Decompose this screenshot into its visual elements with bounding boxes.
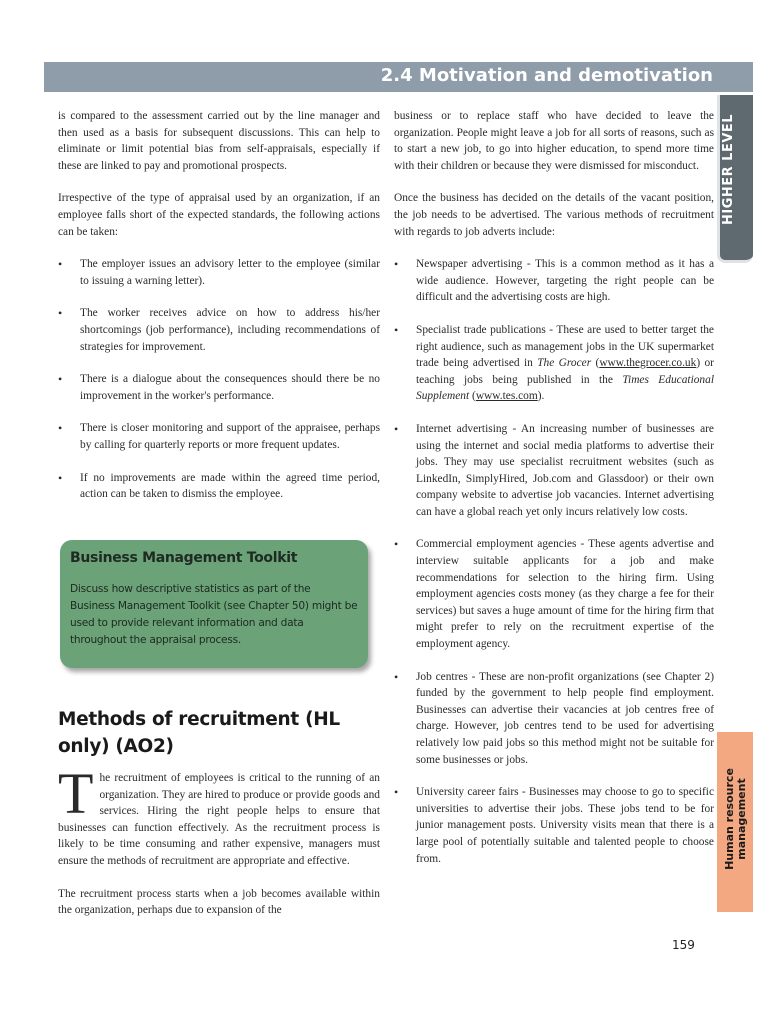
right-column [394,108,714,883]
list-item: • Newspaper advertising - This is a common method as it has a wide audience. However, targeting the right people can be difficult and the advertising costs are high. [394,256,714,306]
list-item-text: Specialist trade publications - These are used to better target the right audience, such as management jobs in the UK supermarket trade being advertised in [416,323,714,370]
list-item: • Job centres - These are non-profit organizations (see Chapter 2) funded by the government to help people find employment. Businesses can advertise their vacancies at job centres free of charge. However, job centres tend to be used for advertising relatively low paid jobs so this method might not be suitable for some businesses or jobs. [394,669,714,769]
publication-title: Times Educational Supplement [416,373,714,403]
list-item: • The employer issues an advisory letter to the employee (similar to issuing a warning letter). [58,256,380,289]
list-item: • University career fairs - Businesses may choose to go to specific universities to advertise their jobs. These jobs tend to be for junior management posts. University visits mean that there is a large pool of potentially suitable and talented people to choose from. [394,784,714,867]
paragraph: business or to replace staff who have decided to leave the organization. People might leave a job for all sorts of reasons, such as to start a new job, to go into higher education, to spend more time with their children or because they were dismissed for misconduct. [394,110,714,172]
higher-level-label: HIGHER LEVEL [721,113,736,225]
list-item: • There is a dialogue about the consequences should there be no improvement in the worker's performance. [58,371,380,404]
list-item: • Commercial employment agencies - These agents advertise and interview suitable applicants for a job and make recommendations for selection to the hiring firm. Using employment agencies costs money (as they charge a fee for their services) but saves a huge amount of time for the hiring firm that might prefer to rely on the recruitment expertise of the employment agency. [394,536,714,652]
publication-title: The Grocer [537,357,592,370]
paragraph: is compared to the assessment carried out by the line manager and then used as a basis for subsequent discussions. This can help to eliminate or limit potential bias from self-appraisals, especially if these are linked to pay and promotional prospects. [58,110,380,172]
list-item: • Internet advertising - An increasing number of businesses are using the internet and social media platforms to advertise their jobs. They may use specialist recruitment websites (such as LinkedIn, SimplyHired, Job.com and Glassdoor) or their own company website to advertise job vacancies. Internet advertising can have a global reach yet only incurs relatively low costs. [394,421,714,521]
topic-tab [717,732,753,912]
higher-level-tab [717,95,753,263]
toolkit-body: Discuss how descriptive statistics as part of the Business Management Toolkit (see Chapter 50) might be used to provide relevant information and data throughout the appraisal process. [70,583,358,646]
grocer-link[interactable]: www.thegrocer.co.uk [599,357,697,370]
list-item: • The worker receives advice on how to address his/her shortcomings (job performance), including recommendations of strategies for improvement. [58,305,380,355]
paragraph-text: he recruitment of employees is critical to the running of an organization. They are hired to produce or provide goods and services. Hiring the right people helps to ensure that businesses can function effectively. As the recruitment process is likely to be time consuming and rather expensive, managers must ensure the methods of recruitment are appropriate and effective. [58,772,380,867]
list-item: • Specialist trade publications - These are used to better target the right audience, such as management jobs in the UK supermarket trade being advertised in The Grocer (www.thegrocer.co.uk) or teaching jobs being published in the Times Educational Supplement (www.tes.com). [394,322,714,405]
recruitment-methods-list [394,256,714,867]
list-item: • If no improvements are made within the agreed time period, action can be taken to dismiss the employee. [58,470,380,503]
topic-tab-label: Human resource management [723,768,748,870]
paragraph: Once the business has decided on the details of the vacant position, the job needs to be advertised. The various methods of recruitment with regards to job adverts include: [394,192,714,238]
left-column [58,108,380,519]
drop-cap: T [58,761,94,826]
paragraph [58,761,380,870]
appraisal-actions-list [58,256,380,503]
tes-link[interactable]: www.tes.com [475,390,538,403]
list-item-text: ) or teaching jobs being published in the [416,357,714,386]
list-item: • There is closer monitoring and support of the appraisee, perhaps by calling for quarterly reports or more frequent updates. [58,420,380,453]
toolkit-title: Business Management Toolkit [70,550,298,566]
section-heading: Methods of recruitment (HL only) (AO2) [58,709,340,757]
paragraph: Irrespective of the type of appraisal used by an organization, if an employee falls short of the expected standards, the following actions can be taken: [58,192,380,238]
page-number: 159 [672,938,695,952]
toolkit-callout [60,540,368,668]
section-title: 2.4 Motivation and demotivation [380,65,713,86]
paragraph: The recruitment process starts when a job becomes available within the organization, perhaps due to expansion of the [58,887,380,917]
recruitment-text [58,761,380,919]
section-header-bar [44,62,753,92]
